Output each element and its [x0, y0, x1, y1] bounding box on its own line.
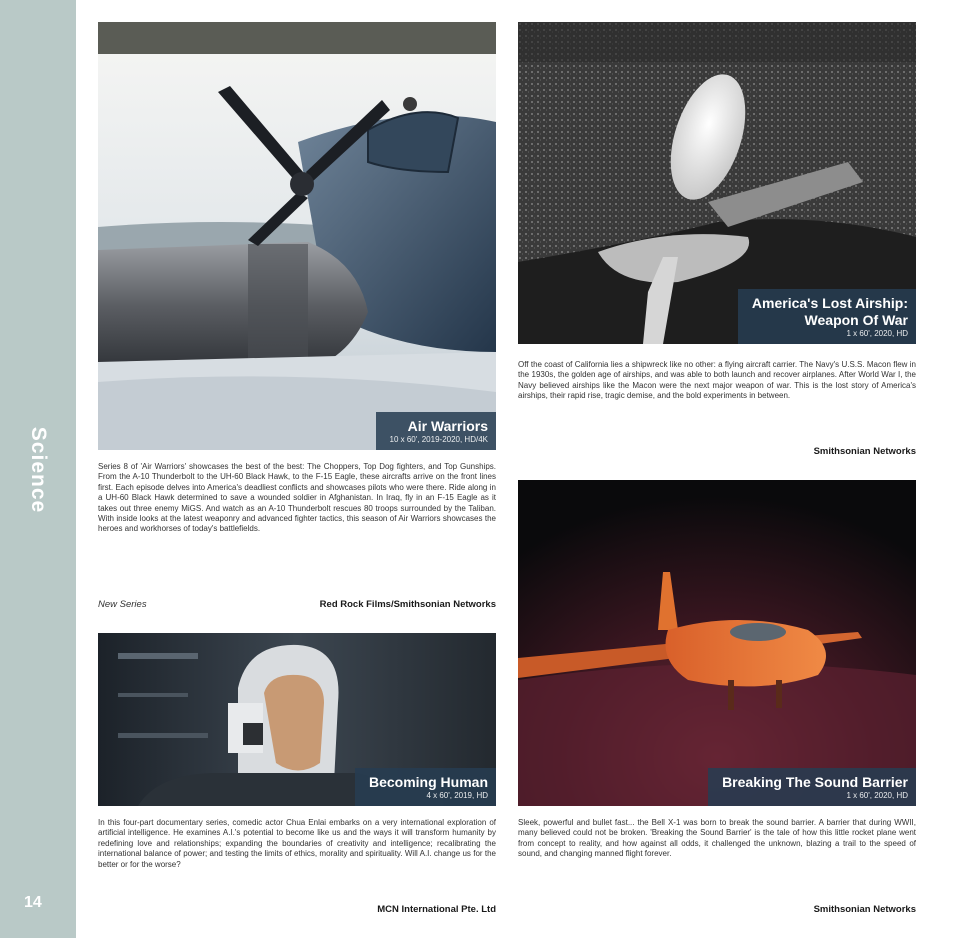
air-warriors-description: Series 8 of 'Air Warriors' showcases the best of the best: The Choppers, Top Dog fighters, and Top Gunships. From the A-10 Thunderbolt to the UH-60 Black Hawk, to the F-15 Eagle, these aircrafts arrive on the front lines first. Each episode delves into America's deadliest conflicts and showcases pilots who were there. Ride along in a UH-60 Black Hawk determined to save a wounded soldier in Afghanistan. In Iraq, fly in an F-15 Eagle as it takes out three enemy MiGS. And watch as an A-10 Thunderbolt rescues 80 troops surrounded by the Taliban. With inside looks at the latest weaponry and advanced fighter tactics, this season of Air Warriors showcases the heroes and workhorses of today's battlefields.	[98, 462, 496, 534]
air-warriors-illustration	[98, 22, 496, 450]
becoming-human-photo[interactable]	[98, 633, 496, 806]
sound-barrier-title: Breaking The Sound Barrier	[722, 774, 908, 790]
becoming-human-credit: MCN International Pte. Ltd	[377, 904, 496, 915]
lost-airship-meta: 1 x 60', 2020, HD	[846, 329, 908, 338]
sound-barrier-caption	[708, 768, 916, 806]
section-sidebar	[0, 0, 76, 938]
air-warriors-caption	[376, 412, 496, 450]
section-label: Science	[27, 426, 50, 514]
lost-airship-caption	[738, 289, 916, 344]
lost-airship-title-line1: America's Lost Airship:	[751, 295, 908, 311]
air-warriors-meta: 10 x 60', 2019-2020, HD/4K	[389, 435, 488, 444]
sound-barrier-description: Sleek, powerful and bullet fast... the Bell X-1 was born to break the sound barrier. A barrier that during WWII, many believed could not be broken. 'Breaking the Sound Barrier' is the tale of how this little rocket plane went from concept to reality, and how against all odds, it challenged the unknown, blazing a trail to the speed of sound, and changing manned flight forever.	[518, 818, 916, 859]
air-warriors-credit: Red Rock Films/Smithsonian Networks	[319, 599, 496, 610]
lost-airship-credit: Smithsonian Networks	[813, 446, 916, 457]
lost-airship-photo[interactable]	[518, 22, 916, 344]
lost-airship-title-line2: Weapon Of War	[804, 312, 908, 328]
becoming-human-meta: 4 x 60', 2019, HD	[426, 791, 488, 800]
sound-barrier-credit: Smithsonian Networks	[813, 904, 916, 915]
becoming-human-description: In this four-part documentary series, comedic actor Chua Enlai embarks on a very international exploration of artificial intelligence. He examines A.I.'s potential to become like us and the ways it will transform humanity by redefining love and relationships; expanding the boundaries of creativity and intelligence; recalibrating the international balance of power; and testing the limits of ethics, morality and spirituality. Will A.I. change us for the better or for the worse?	[98, 818, 496, 869]
sound-barrier-photo[interactable]	[518, 480, 916, 806]
lost-airship-description: Off the coast of California lies a shipwreck like no other: a flying aircraft carrier. The Navy's U.S.S. Macon flew in the 1930s, the golden age of airships, and was able to both launch and recover airplanes. After World War I, the Navy believed airships like the Macon were the next major weapon of war. This is the lost story of America's airships, their rapid rise, tragic demise, and the bold experiments in between.	[518, 360, 916, 401]
sound-barrier-meta: 1 x 60', 2020, HD	[846, 791, 908, 800]
air-warriors-photo[interactable]	[98, 22, 496, 450]
air-warriors-series-tag: New Series	[98, 599, 147, 610]
becoming-human-title: Becoming Human	[368, 774, 488, 790]
air-warriors-title: Air Warriors	[407, 418, 488, 434]
sound-barrier-illustration	[518, 480, 916, 806]
page-number: 14	[24, 894, 42, 911]
becoming-human-caption	[355, 768, 496, 806]
